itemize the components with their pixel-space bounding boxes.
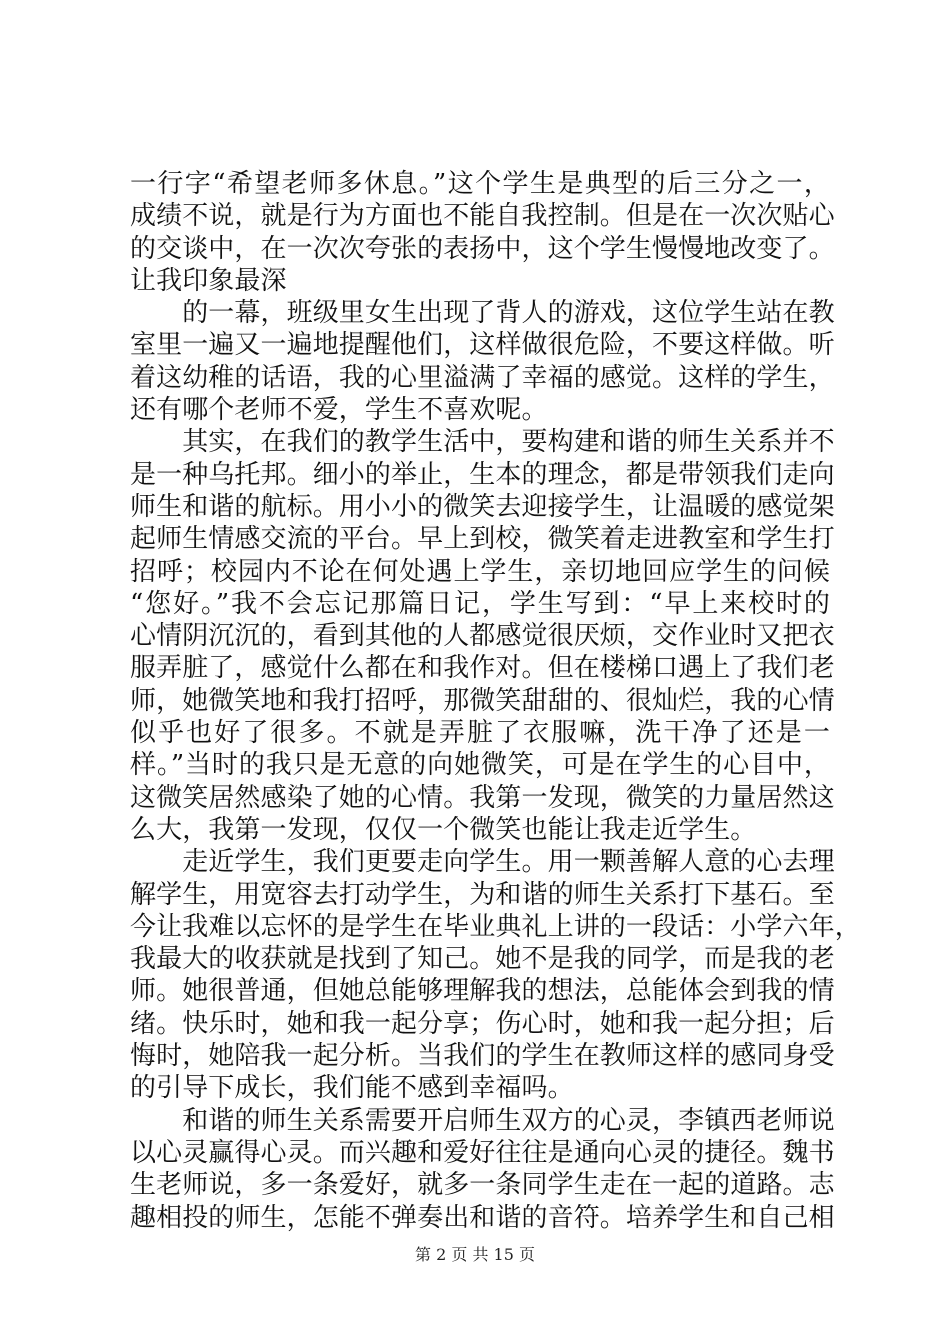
text-line: 是一种乌托邦。细小的举止，生本的理念，都是带领我们走向 bbox=[130, 459, 835, 490]
text-line: 趣相投的师生，怎能不弹奏出和谐的音符。培养学生和自己相 bbox=[130, 1202, 835, 1233]
body-text bbox=[130, 168, 861, 1234]
text-line: 师，她微笑地和我打招呼，那微笑甜甜的、很灿烂，我的心情 bbox=[130, 685, 835, 716]
page-footer: 第 2 页 共 15 页 bbox=[415, 1245, 535, 1264]
text-line: 的一幕，班级里女生出现了背人的游戏，这位学生站在教 bbox=[130, 298, 835, 329]
text-line: 么大，我第一发现，仅仅一个微笑也能让我走近学生。 bbox=[130, 814, 757, 845]
text-line: 师生和谐的航标。用小小的微笑去迎接学生，让温暖的感觉架 bbox=[130, 491, 835, 522]
text-line: 室里一遍又一遍地提醒他们，这样做很危险，不要这样做。听 bbox=[130, 330, 835, 361]
text-line: 生老师说，多一条爱好，就多一条同学生走在一起的道路。志 bbox=[130, 1170, 835, 1201]
text-line: 让我印象最深 bbox=[130, 265, 287, 296]
text-line: 招呼；校园内不论在何处遇上学生，亲切地回应学生的问候 bbox=[130, 556, 830, 587]
text-line: 和谐的师生关系需要开启师生双方的心灵，李镇西老师说 bbox=[130, 1105, 835, 1136]
text-line: 的交谈中，在一次次夸张的表扬中，这个学生慢慢地改变了。 bbox=[130, 233, 835, 264]
text-line: 着这幼稚的话语，我的心里溢满了幸福的感觉。这样的学生， bbox=[130, 362, 835, 393]
text-line: 悔时，她陪我一起分析。当我们的学生在教师这样的感同身受 bbox=[130, 1041, 835, 1072]
text-line: 今让我难以忘怀的是学生在毕业典礼上讲的一段话：小学六年， bbox=[130, 911, 861, 942]
text-line: “您好。”我不会忘记那篇日记，学生写到：“早上来校时的 bbox=[130, 588, 830, 619]
text-line: 起师生情感交流的平台。早上到校，微笑着走进教室和学生打 bbox=[130, 524, 835, 555]
text-line: 成绩不说，就是行为方面也不能自我控制。但是在一次次贴心 bbox=[130, 201, 835, 232]
text-line: 解学生，用宽容去打动学生，为和谐的师生关系打下基石。至 bbox=[130, 879, 835, 910]
text-line: 服弄脏了，感觉什么都在和我作对。但在楼梯口遇上了我们老 bbox=[130, 653, 835, 684]
text-line: 绪。快乐时，她和我一起分享；伤心时，她和我一起分担；后 bbox=[130, 1008, 835, 1039]
text-line: 这微笑居然感染了她的心情。我第一发现，微笑的力量居然这 bbox=[130, 782, 835, 813]
text-line: 其实，在我们的教学生活中，要构建和谐的师生关系并不 bbox=[130, 427, 835, 458]
text-line: 以心灵赢得心灵。而兴趣和爱好往往是通向心灵的捷径。魏书 bbox=[130, 1137, 835, 1168]
text-line: 走近学生，我们更要走向学生。用一颗善解人意的心去理 bbox=[130, 847, 835, 878]
text-line: 似乎也好了很多。不就是弄脏了衣服嘛，洗干净了还是一 bbox=[130, 718, 830, 749]
text-line: 我最大的收获就是找到了知己。她不是我的同学，而是我的老 bbox=[130, 944, 835, 975]
text-line: 师。她很普通，但她总能够理解我的想法，总能体会到我的情 bbox=[130, 976, 835, 1007]
text-line: 还有哪个老师不爱，学生不喜欢呢。 bbox=[130, 395, 548, 426]
text-line: 一行字“希望老师多休息。”这个学生是典型的后三分之一， bbox=[130, 169, 830, 199]
text-line: 样。”当时的我只是无意的向她微笑，可是在学生的心目中， bbox=[130, 750, 830, 781]
text-line: 的引导下成长，我们能不感到幸福吗。 bbox=[130, 1073, 574, 1104]
text-line: 心情阴沉沉的，看到其他的人都感觉很厌烦，交作业时又把衣 bbox=[130, 621, 835, 652]
